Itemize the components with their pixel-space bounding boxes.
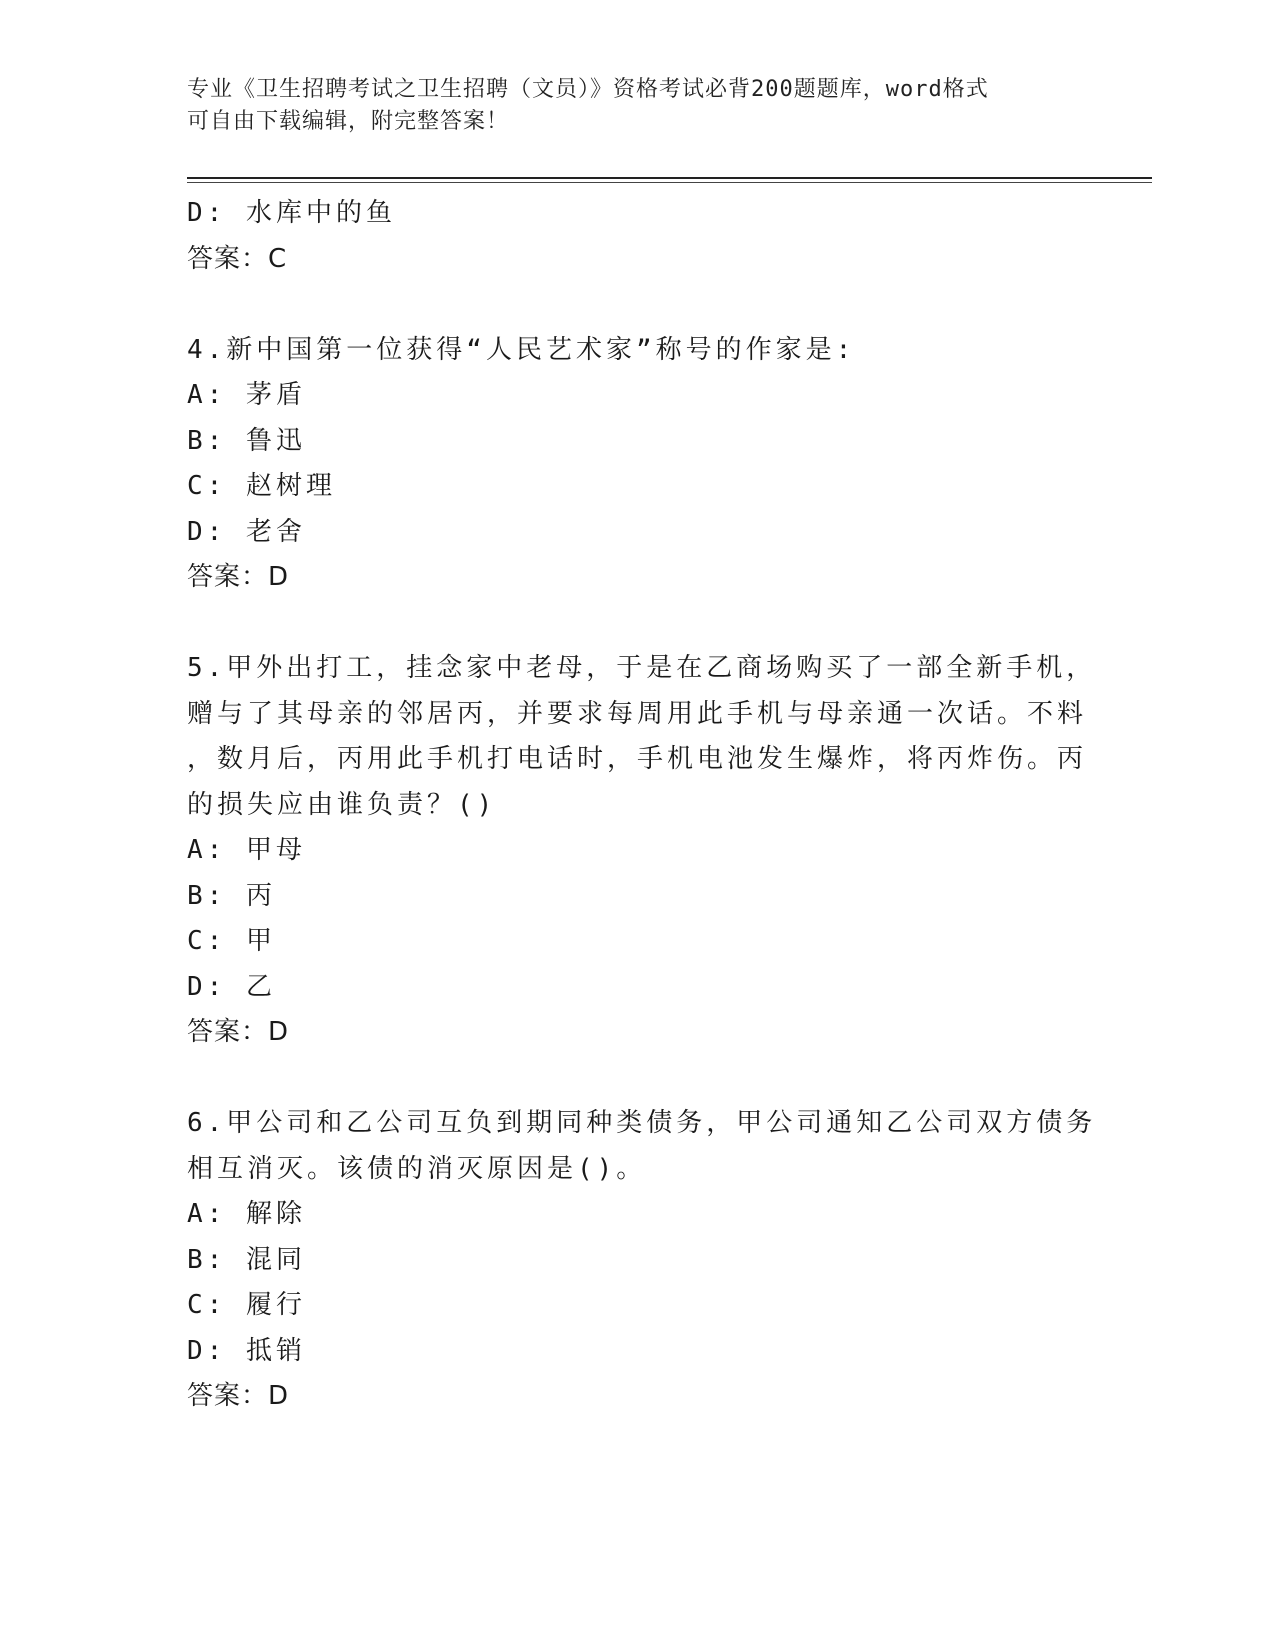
question-stem-line: 的损失应由谁负责？() xyxy=(187,789,497,820)
header-divider-thick xyxy=(187,177,1152,179)
document-header xyxy=(187,74,1067,138)
answer-line: 答案：D xyxy=(187,1017,290,1047)
spacer xyxy=(187,282,1067,328)
spacer xyxy=(187,1056,1067,1102)
answer-line: 答案：D xyxy=(187,562,290,592)
option-d: D: 抵销 xyxy=(187,1335,306,1366)
answer-line: 答案：D xyxy=(187,1381,290,1411)
option-b: B: 鲁迅 xyxy=(187,425,306,456)
question-4 xyxy=(187,328,1067,601)
option-d: D: 乙 xyxy=(187,971,276,1002)
question-stem-line: 赠与了其母亲的邻居丙，并要求每周用此手机与母亲通一次话。不料 xyxy=(187,698,1088,729)
option-d: D: 水库中的鱼 xyxy=(187,198,396,228)
question-stem: 4.新中国第一位获得“人民艺术家”称号的作家是: xyxy=(187,334,856,365)
option-a: A: 甲母 xyxy=(187,835,306,865)
header-title-line-2: 可自由下载编辑，附完整答案！ xyxy=(187,109,510,134)
spacer xyxy=(187,601,1067,647)
option-c: C: 履行 xyxy=(187,1290,306,1320)
header-title-line-1: 专业《卫生招聘考试之卫生招聘（文员）》资格考试必背200题题库，word格式 xyxy=(187,77,989,102)
question-stem-line: 相互消灭。该债的消灭原因是()。 xyxy=(187,1153,647,1184)
question-6 xyxy=(187,1101,1097,1420)
option-b: B: 丙 xyxy=(187,880,276,911)
document-body xyxy=(187,191,1097,1420)
option-a: A: 茅盾 xyxy=(187,380,306,410)
question-stem-line: 6.甲公司和乙公司互负到期同种类债务，甲公司通知乙公司双方债务 xyxy=(187,1108,1097,1138)
question-5 xyxy=(187,646,1097,1056)
answer-line: 答案：C xyxy=(187,243,288,274)
question-stem-line: ，数月后，丙用此手机打电话时，手机电池发生爆炸，将丙炸伤。丙 xyxy=(187,744,1088,774)
option-c: C: 赵树理 xyxy=(187,471,336,501)
option-d: D: 老舍 xyxy=(187,516,306,547)
header-divider-thin xyxy=(187,182,1152,183)
question-stem-line: 5.甲外出打工，挂念家中老母，于是在乙商场购买了一部全新手机， xyxy=(187,653,1097,683)
option-b: B: 混同 xyxy=(187,1244,306,1275)
option-c: C: 甲 xyxy=(187,926,276,956)
option-a: A: 解除 xyxy=(187,1199,306,1229)
